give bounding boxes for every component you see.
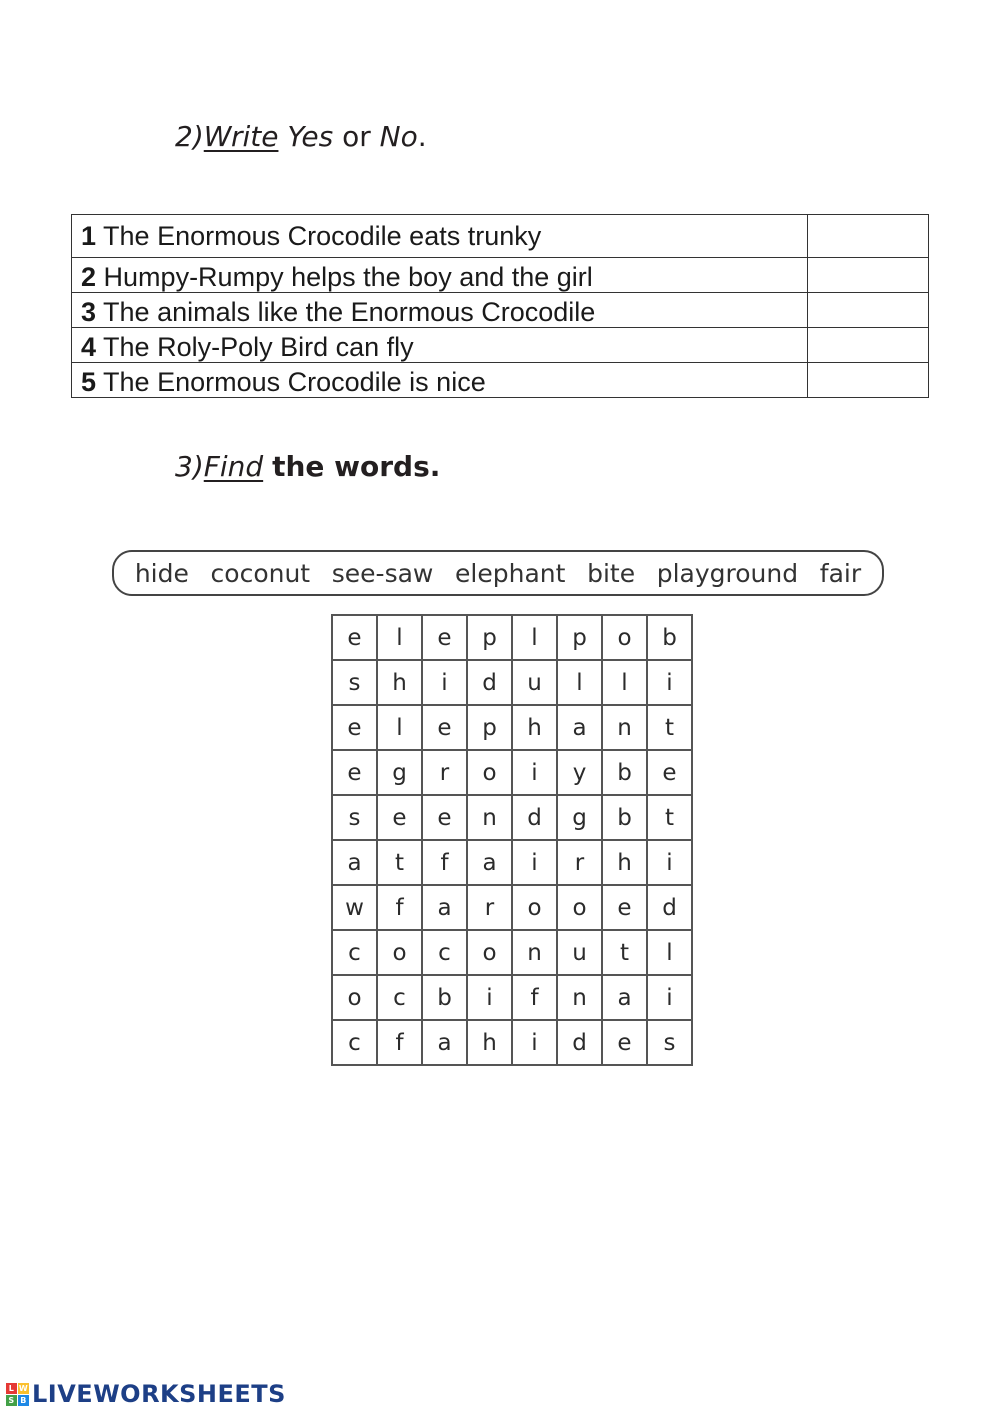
statement-row bbox=[72, 258, 929, 293]
grid-cell[interactable]: e bbox=[422, 705, 467, 750]
word-bank-item: fair bbox=[819, 558, 862, 588]
grid-cell[interactable]: l bbox=[377, 705, 422, 750]
statement-number: 5 bbox=[81, 367, 97, 397]
statement-row bbox=[72, 293, 929, 328]
grid-cell[interactable]: e bbox=[422, 615, 467, 660]
grid-cell[interactable]: c bbox=[377, 975, 422, 1020]
grid-cell[interactable]: p bbox=[467, 705, 512, 750]
grid-cell[interactable]: i bbox=[467, 975, 512, 1020]
grid-cell[interactable]: h bbox=[377, 660, 422, 705]
section-3-rest: the words. bbox=[272, 450, 441, 483]
grid-cell[interactable]: l bbox=[557, 660, 602, 705]
section-2-verb: Write bbox=[203, 120, 279, 153]
grid-cell[interactable]: e bbox=[602, 1020, 647, 1065]
statement-text: Humpy-Rumpy helps the boy and the girl bbox=[103, 262, 593, 292]
statement-number: 1 bbox=[81, 221, 97, 251]
yes-no-table bbox=[71, 214, 929, 398]
word-bank-item: bite bbox=[587, 558, 636, 588]
grid-cell[interactable]: c bbox=[332, 1020, 377, 1065]
grid-cell[interactable]: a bbox=[422, 885, 467, 930]
grid-row bbox=[332, 1020, 692, 1065]
word-bank-item: playground bbox=[656, 558, 799, 588]
grid-cell[interactable]: b bbox=[602, 750, 647, 795]
statement-text: The Roly-Poly Bird can fly bbox=[103, 332, 414, 362]
heading-period: . bbox=[417, 120, 427, 153]
statement-cell bbox=[72, 215, 808, 258]
grid-cell[interactable]: t bbox=[647, 795, 692, 840]
section-2-heading bbox=[175, 120, 427, 153]
statement-number: 2 bbox=[81, 262, 97, 292]
statement-row bbox=[72, 363, 929, 398]
grid-cell[interactable]: t bbox=[602, 930, 647, 975]
grid-cell[interactable]: o bbox=[512, 885, 557, 930]
grid-cell[interactable]: o bbox=[557, 885, 602, 930]
grid-cell[interactable]: t bbox=[377, 840, 422, 885]
grid-cell[interactable]: y bbox=[557, 750, 602, 795]
grid-cell[interactable]: s bbox=[332, 660, 377, 705]
grid-cell[interactable]: e bbox=[602, 885, 647, 930]
logo-mark-tile: B bbox=[18, 1395, 29, 1406]
answer-cell[interactable] bbox=[808, 258, 929, 293]
liveworksheets-logo bbox=[6, 1380, 286, 1408]
grid-cell[interactable]: s bbox=[647, 1020, 692, 1065]
grid-cell[interactable]: i bbox=[512, 840, 557, 885]
yes-word: Yes bbox=[287, 120, 334, 153]
logo-mark-tile: L bbox=[6, 1383, 17, 1394]
grid-row bbox=[332, 615, 692, 660]
grid-row bbox=[332, 795, 692, 840]
answer-cell[interactable] bbox=[808, 293, 929, 328]
grid-cell[interactable]: p bbox=[557, 615, 602, 660]
grid-row bbox=[332, 660, 692, 705]
statement-text: The Enormous Crocodile is nice bbox=[103, 367, 486, 397]
statement-number: 4 bbox=[81, 332, 97, 362]
grid-cell[interactable]: a bbox=[467, 840, 512, 885]
statement-cell bbox=[72, 328, 808, 363]
statement-cell bbox=[72, 258, 808, 293]
word-bank-item: elephant bbox=[455, 558, 566, 588]
statement-text: The Enormous Crocodile eats trunky bbox=[103, 221, 542, 251]
grid-cell[interactable]: t bbox=[647, 705, 692, 750]
grid-cell[interactable]: e bbox=[332, 750, 377, 795]
grid-cell[interactable]: g bbox=[557, 795, 602, 840]
grid-cell[interactable]: n bbox=[467, 795, 512, 840]
statement-text: The animals like the Enormous Crocodile bbox=[103, 297, 596, 327]
logo-text: LIVEWORKSHEETS bbox=[32, 1380, 286, 1408]
grid-cell[interactable]: i bbox=[422, 660, 467, 705]
grid-cell[interactable]: e bbox=[422, 795, 467, 840]
grid-cell[interactable]: i bbox=[647, 840, 692, 885]
grid-row bbox=[332, 930, 692, 975]
grid-cell[interactable]: r bbox=[467, 885, 512, 930]
grid-cell[interactable]: e bbox=[332, 615, 377, 660]
liveworksheets-logo-mark bbox=[6, 1383, 29, 1406]
grid-cell[interactable]: l bbox=[647, 930, 692, 975]
grid-cell[interactable]: e bbox=[332, 705, 377, 750]
grid-cell[interactable]: i bbox=[647, 660, 692, 705]
statement-row bbox=[72, 328, 929, 363]
word-bank-item: see-saw bbox=[331, 558, 434, 588]
grid-cell[interactable]: h bbox=[602, 840, 647, 885]
grid-cell[interactable]: i bbox=[512, 1020, 557, 1065]
grid-cell[interactable]: h bbox=[512, 705, 557, 750]
grid-cell[interactable]: n bbox=[512, 930, 557, 975]
answer-cell[interactable] bbox=[808, 328, 929, 363]
grid-cell[interactable]: l bbox=[602, 660, 647, 705]
statement-cell bbox=[72, 293, 808, 328]
grid-cell[interactable]: o bbox=[377, 930, 422, 975]
grid-cell[interactable]: d bbox=[647, 885, 692, 930]
grid-cell[interactable]: o bbox=[332, 975, 377, 1020]
grid-cell[interactable]: f bbox=[422, 840, 467, 885]
grid-cell[interactable]: u bbox=[557, 930, 602, 975]
grid-cell[interactable]: o bbox=[602, 615, 647, 660]
section-2-number: 2) bbox=[175, 120, 204, 153]
grid-cell[interactable]: d bbox=[512, 795, 557, 840]
grid-cell[interactable]: l bbox=[377, 615, 422, 660]
grid-row bbox=[332, 705, 692, 750]
grid-cell[interactable]: p bbox=[467, 615, 512, 660]
grid-cell[interactable]: n bbox=[557, 975, 602, 1020]
grid-cell[interactable]: a bbox=[557, 705, 602, 750]
grid-cell[interactable]: b bbox=[647, 615, 692, 660]
grid-row bbox=[332, 885, 692, 930]
answer-cell[interactable] bbox=[808, 215, 929, 258]
logo-mark-tile: S bbox=[6, 1395, 17, 1406]
grid-cell[interactable]: h bbox=[467, 1020, 512, 1065]
word-search-grid bbox=[331, 614, 693, 1066]
grid-cell[interactable]: u bbox=[512, 660, 557, 705]
grid-row bbox=[332, 750, 692, 795]
word-bank bbox=[112, 550, 884, 596]
section-3-verb: Find bbox=[203, 450, 264, 483]
grid-cell[interactable]: l bbox=[512, 615, 557, 660]
section-3-number: 3) bbox=[175, 450, 204, 483]
grid-cell[interactable]: a bbox=[332, 840, 377, 885]
grid-cell[interactable]: b bbox=[422, 975, 467, 1020]
grid-cell[interactable]: e bbox=[647, 750, 692, 795]
grid-cell[interactable]: w bbox=[332, 885, 377, 930]
grid-cell[interactable]: r bbox=[557, 840, 602, 885]
grid-cell[interactable]: f bbox=[377, 885, 422, 930]
answer-cell[interactable] bbox=[808, 363, 929, 398]
grid-cell[interactable]: i bbox=[512, 750, 557, 795]
grid-cell[interactable]: n bbox=[602, 705, 647, 750]
or-word: or bbox=[342, 120, 371, 153]
grid-cell[interactable]: f bbox=[377, 1020, 422, 1065]
grid-cell[interactable]: c bbox=[422, 930, 467, 975]
grid-cell[interactable]: o bbox=[467, 930, 512, 975]
logo-mark-tile: W bbox=[18, 1383, 29, 1393]
grid-row bbox=[332, 840, 692, 885]
word-bank-item: hide bbox=[134, 558, 189, 588]
grid-cell[interactable]: a bbox=[422, 1020, 467, 1065]
grid-cell[interactable]: s bbox=[332, 795, 377, 840]
grid-cell[interactable]: d bbox=[557, 1020, 602, 1065]
grid-cell[interactable]: g bbox=[377, 750, 422, 795]
grid-cell[interactable]: a bbox=[602, 975, 647, 1020]
no-word: No bbox=[379, 120, 418, 153]
section-3-heading bbox=[175, 450, 440, 483]
statement-number: 3 bbox=[81, 297, 97, 327]
grid-cell[interactable]: i bbox=[647, 975, 692, 1020]
statement-row bbox=[72, 215, 929, 258]
grid-cell[interactable]: r bbox=[422, 750, 467, 795]
grid-row bbox=[332, 975, 692, 1020]
grid-cell[interactable]: c bbox=[332, 930, 377, 975]
grid-cell[interactable]: o bbox=[467, 750, 512, 795]
grid-cell[interactable]: d bbox=[467, 660, 512, 705]
statement-cell bbox=[72, 363, 808, 398]
grid-cell[interactable]: b bbox=[602, 795, 647, 840]
grid-cell[interactable]: f bbox=[512, 975, 557, 1020]
word-bank-item: coconut bbox=[210, 558, 311, 588]
grid-cell[interactable]: e bbox=[377, 795, 422, 840]
